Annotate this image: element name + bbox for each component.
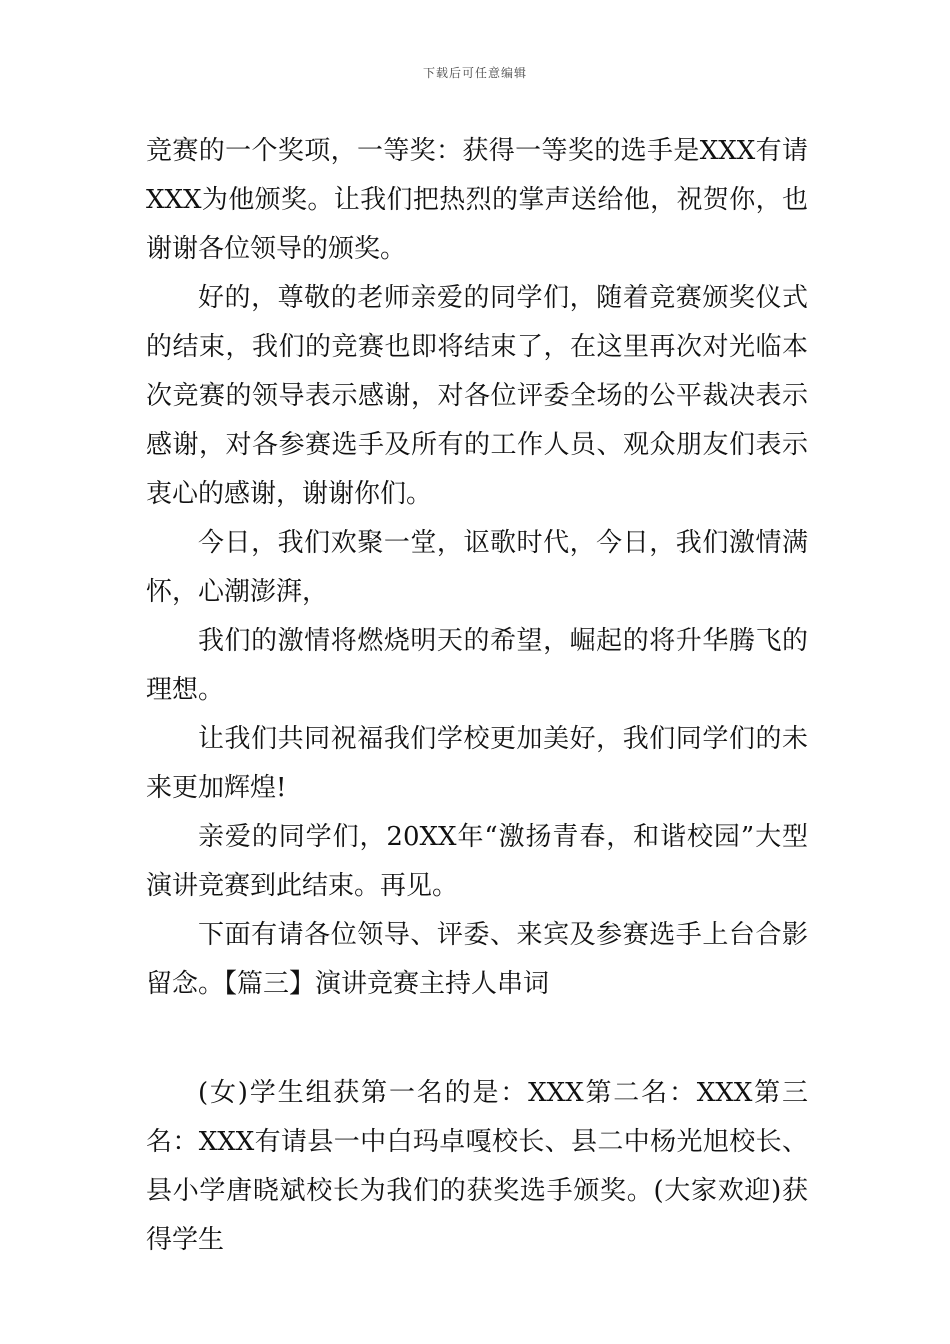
paragraph-1: 竞赛的一个奖项，一等奖：获得一等奖的选手是XXX有请XXX为他颁奖。让我们把热烈的掌声送给他，祝贺你，也谢谢各位领导的颁奖。 — [146, 136, 808, 264]
paragraph-7: 下面有请各位领导、评委、来宾及参赛选手上台合影留念。【篇三】演讲竞赛主持人串词 — [146, 920, 808, 999]
paragraph-2: 好的，尊敬的老师亲爱的同学们，随着竞赛颁奖仪式的结束，我们的竞赛也即将结束了，在这里再次对光临本次竞赛的领导表示感谢，对各位评委全场的公平裁决表示感谢，对各参赛选手及所有的工作人员、观众朋友们表示衷心的感谢，谢谢你们。 — [146, 283, 808, 509]
page-header: 下载后可任意编辑 — [422, 66, 527, 80]
paragraph-3: 今日，我们欢聚一堂，讴歌时代，今日，我们激情满怀，心潮澎湃， — [146, 528, 808, 607]
section-gap — [146, 1009, 808, 1069]
paragraph-4: 我们的激情将燃烧明天的希望，崛起的将升华腾飞的理想。 — [146, 626, 808, 705]
paragraph-6: 亲爱的同学们，20XX年“激扬青春，和谐校园”大型演讲竞赛到此结束。再见。 — [146, 822, 808, 901]
paragraph-8: (女)学生组获第一名的是：XXX第二名：XXX第三名：XXX有请县一中白玛卓嘎校长、县二中杨光旭校长、县小学唐晓斌校长为我们的获奖选手颁奖。(大家欢迎)获得学生 — [146, 1078, 808, 1255]
paragraph-5: 让我们共同祝福我们学校更加美好，我们同学们的未来更加辉煌! — [146, 724, 808, 803]
document-body — [146, 127, 808, 1265]
